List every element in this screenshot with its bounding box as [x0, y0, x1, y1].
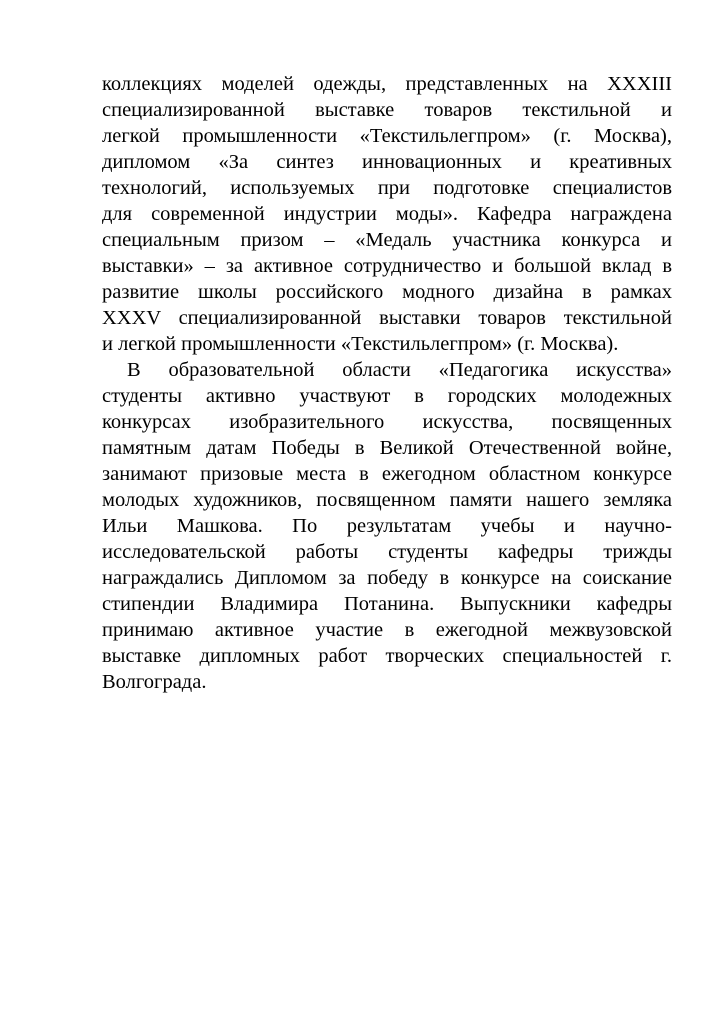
text-line: В образовательной области «Педагогика искусства»	[127, 359, 672, 381]
text-line: легкой промышленности «Текстильлегпром» (г. Москва),	[102, 125, 672, 147]
text-line: принимаю активное участие в ежегодной межвузовской	[102, 619, 672, 641]
text-line: специальным призом – «Медаль участника конкурса и	[102, 229, 672, 251]
text-line: выставки» – за активное сотрудничество и большой вклад в	[102, 255, 672, 277]
body-text	[102, 71, 672, 695]
text-line: Ильи Машкова. По результатам учебы и научно-	[102, 515, 672, 537]
text-line: коллекциях моделей одежды, представленных на XXXIII	[102, 73, 672, 95]
text-line: дипломом «За синтез инновационных и креативных	[102, 151, 672, 173]
text-line: стипендии Владимира Потанина. Выпускники кафедры	[102, 593, 672, 615]
text-line: молодых художников, посвященном памяти нашего земляка	[102, 489, 672, 511]
text-line: специализированной выставке товаров текстильной и	[102, 99, 672, 121]
text-line: исследовательской работы студенты кафедры трижды	[102, 541, 672, 563]
text-line: и легкой промышленности «Текстильлегпром» (г. Москва).	[102, 333, 619, 355]
text-line: памятным датам Победы в Великой Отечественной войне,	[102, 437, 672, 459]
text-line: студенты активно участвуют в городских молодежных	[102, 385, 672, 407]
text-line: конкурсах изобразительного искусства, посвященных	[102, 411, 672, 433]
paragraph-2	[102, 357, 672, 695]
text-line: для современной индустрии моды». Кафедра награждена	[102, 203, 672, 225]
paragraph-1	[102, 71, 672, 357]
text-line: технологий, используемых при подготовке специалистов	[102, 177, 672, 199]
text-line: награждались Дипломом за победу в конкурсе на соискание	[102, 567, 672, 589]
text-line: XXXV специализированной выставки товаров текстильной	[102, 307, 672, 329]
text-line: Волгограда.	[102, 671, 207, 693]
text-line: занимают призовые места в ежегодном областном конкурсе	[102, 463, 672, 485]
text-line: развитие школы российского модного дизайна в рамках	[102, 281, 672, 303]
text-line: выставке дипломных работ творческих специальностей г.	[102, 645, 672, 667]
